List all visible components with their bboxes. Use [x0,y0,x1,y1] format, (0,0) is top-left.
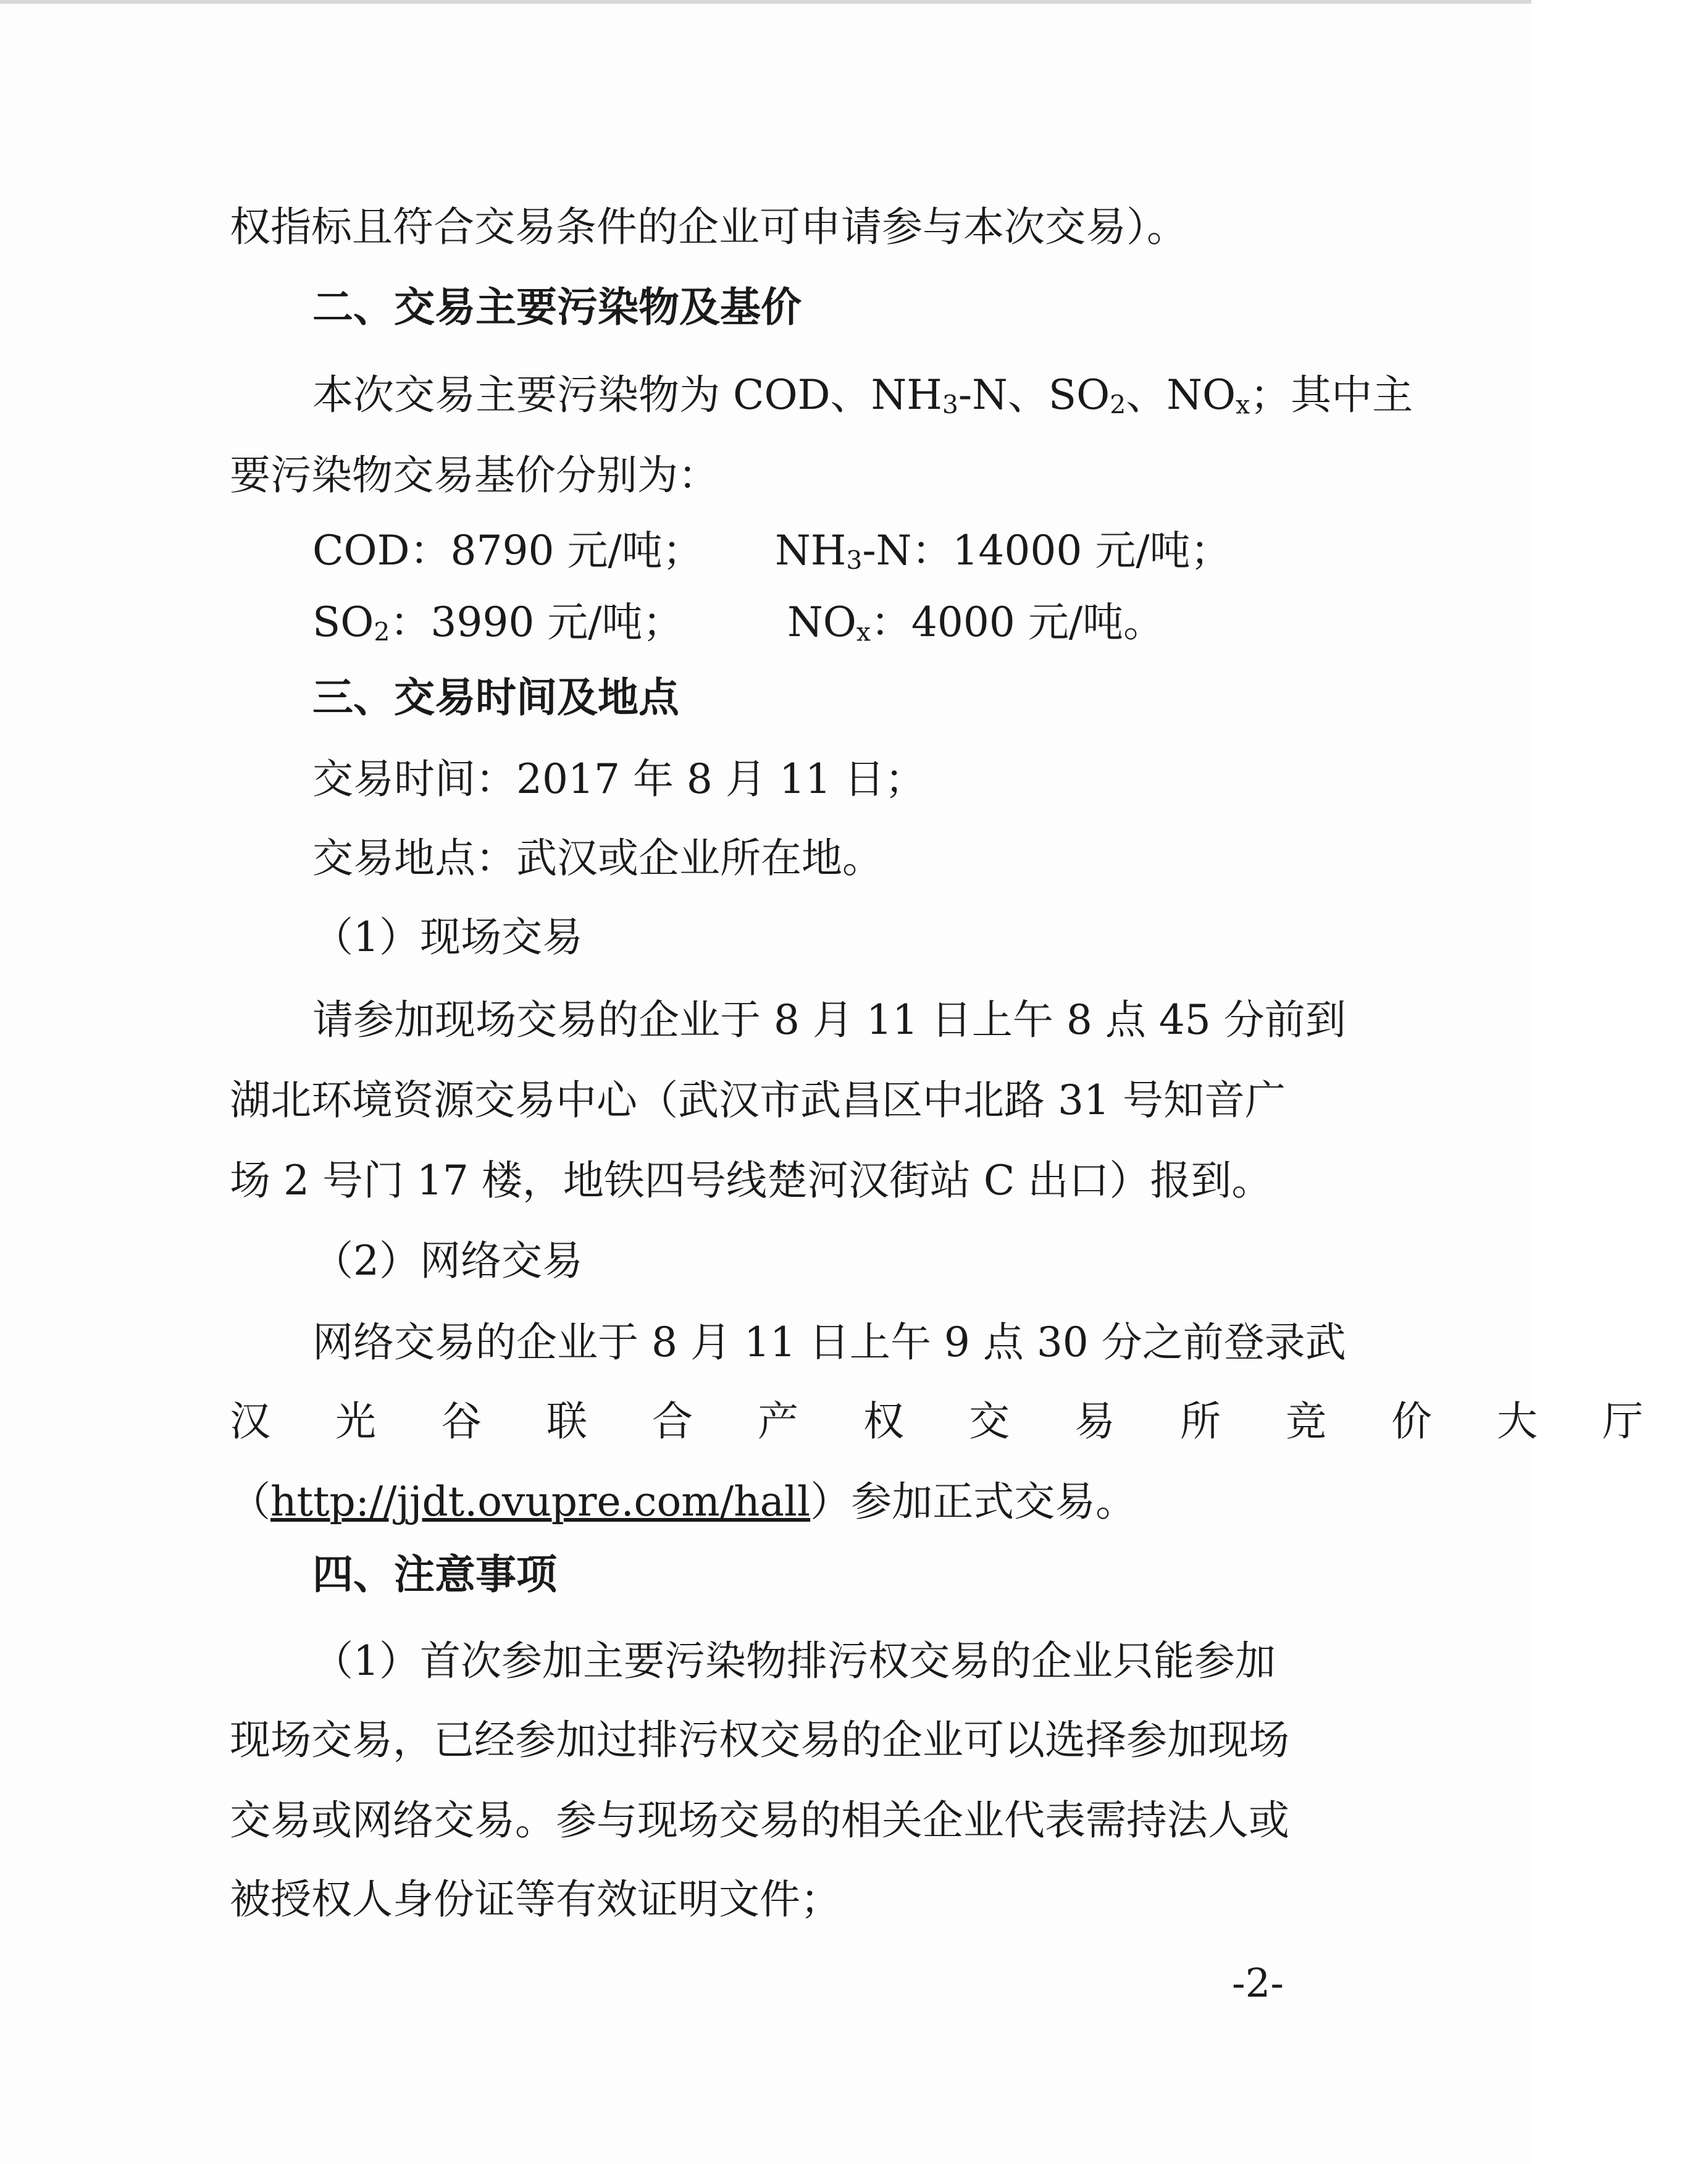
text-segment: NH [775,527,847,574]
hall-link[interactable]: http://jjdt.ovupre.com/hall [270,1478,811,1525]
price-nh3n [775,526,1231,576]
text-line: 交易时间：2017 年 8 月 11 日； [312,755,926,803]
text-segment: ：3990 元/吨； [390,598,684,646]
text-line: 交易或网络交易。参与现场交易的相关企业代表需持法人或 [230,1797,1289,1844]
subscript: x [1236,390,1250,420]
subscript: 2 [374,617,390,647]
paragraph-notes-4 [230,1875,841,1924]
paragraph-online-2 [230,1397,1708,1446]
paragraph-notes-3 [230,1796,1289,1845]
heading-text: 二、交易主要污染物及基价 [312,283,802,331]
paragraph-online-1 [312,1318,1346,1367]
section-heading-4 [312,1550,557,1600]
text-segment: SO [312,598,374,646]
text-line: 被授权人身份证等有效证明文件； [230,1876,841,1923]
text-line: 场 2 号门 17 楼，地铁四号线楚河汉街站 C 出口）报到。 [230,1157,1273,1204]
text-line: 现场交易，已经参加过排污权交易的企业可以选择参加现场 [230,1716,1289,1764]
paragraph-notes-1 [312,1637,1276,1686]
text-line: 请参加现场交易的企业于 8 月 11 日上午 8 点 45 分前到 [312,996,1346,1044]
text-line: 网络交易的企业于 8 月 11 日上午 9 点 30 分之前登录武 [312,1319,1346,1366]
price-cod [312,526,703,576]
text-line: 权指标且符合交易条件的企业可申请参与本次交易）。 [230,203,1187,251]
text-segment: 本次交易主要污染物为 COD、NH [312,371,942,419]
paragraph-pollutants-cont [230,451,719,500]
text-segment: 、NO [1126,371,1236,419]
subscript: x [856,617,871,647]
text-line: （1）现场交易 [312,913,583,961]
subscript: 3 [846,545,863,576]
subheading-online [312,1236,583,1286]
price-text: COD：8790 元/吨； [312,527,703,574]
scan-edge [0,0,1531,4]
trade-time [312,755,926,804]
section-heading-2 [312,283,802,332]
text-segment: （ [230,1478,270,1525]
text-line: （1）首次参加主要污染物排污权交易的企业只能参加 [312,1637,1276,1685]
paragraph-onsite-3 [230,1156,1272,1206]
text-line: 湖北环境资源交易中心（武汉市武昌区中北路 31 号知音广 [230,1076,1286,1124]
text-segment: -N、SO [958,371,1110,419]
page-number: -2- [1232,1961,1284,2007]
text-line: 汉光谷联合产权交易所竞价大厅 [230,1398,1708,1445]
paragraph-continuation [230,203,1187,252]
trade-place [312,834,883,883]
paragraph-onsite-1 [312,996,1346,1045]
price-so2 [312,598,684,647]
text-segment: NO [787,598,856,646]
price-nox [787,598,1164,647]
text-line: 要污染物交易基价分别为： [230,451,719,499]
text-segment: ；其中主 [1250,371,1413,419]
heading-text: 三、交易时间及地点 [312,674,679,721]
text-segment: -N：14000 元/吨； [862,527,1231,574]
subheading-onsite [312,913,583,962]
text-segment: ）参加正式交易。 [810,1478,1137,1525]
section-heading-3 [312,673,679,723]
subscript: 2 [1110,390,1126,420]
heading-text: 四、注意事项 [312,1551,557,1598]
paragraph-onsite-2 [230,1076,1286,1125]
text-segment: ：4000 元/吨。 [870,598,1165,646]
paragraph-notes-2 [230,1716,1289,1765]
text-line: （2）网络交易 [312,1237,583,1285]
subscript: 3 [942,390,958,420]
text-line: 交易地点：武汉或企业所在地。 [312,834,883,882]
paragraph-online-3 [230,1477,1136,1527]
paragraph-pollutants [312,371,1413,420]
